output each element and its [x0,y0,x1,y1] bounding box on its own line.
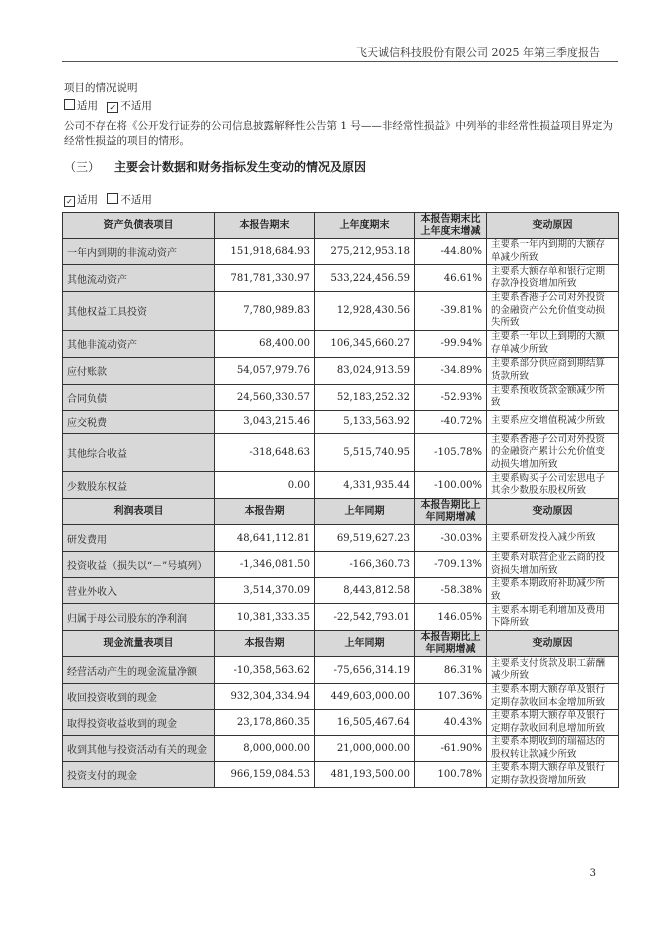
row-change-reason: 主要系本期大额存单及银行定期存款收回本金增加所致 [487,684,619,710]
row-item-name: 应交税费 [63,410,215,433]
row-item-name: 投资支付的现金 [63,762,215,788]
row-prior-value: 449,603,000.00 [315,684,415,710]
col-header-change: 本报告期末比上年度末增减 [415,213,487,239]
row-current-value: 24,560,330.57 [215,384,315,410]
row-current-value: 3,514,370.09 [215,578,315,604]
row-item-name: 收回投资收到的现金 [63,684,215,710]
row-item-name: 合同负债 [63,384,215,410]
row-prior-value: 83,024,913.59 [315,357,415,384]
table-row [63,604,619,631]
table-row [63,657,619,684]
section-checkbox-row [64,192,152,208]
row-prior-value: 481,193,500.00 [315,762,415,788]
row-change-percent: -99.94% [415,330,487,357]
table-row [63,684,619,710]
row-change-percent: -44.80% [415,239,487,265]
row-change-reason: 主要系本期收到的瑞福达的股权转让款减少所致 [487,736,619,762]
row-current-value: -10,358,563.62 [215,657,315,684]
table-row [63,433,619,472]
row-prior-value: 5,515,740.95 [315,433,415,472]
header-divider [62,61,618,62]
row-item-name: 归属于母公司股东的净利润 [63,604,215,631]
row-change-percent: 46.61% [415,265,487,292]
checkbox-label: 不适用 [120,100,152,112]
row-item-name: 研发费用 [63,525,215,552]
row-current-value: 932,304,334.94 [215,684,315,710]
checkbox-checked-icon: ✓ [64,196,75,207]
row-current-value: 54,057,979.76 [215,357,315,384]
row-change-percent: -52.93% [415,384,487,410]
col-header-current: 本报告期末 [215,213,315,239]
row-change-percent: -40.72% [415,410,487,433]
col-header-prior: 上年同期 [315,499,415,525]
row-prior-value: 16,505,467.64 [315,710,415,736]
table-row [63,239,619,265]
row-current-value: 151,918,684.93 [215,239,315,265]
col-header-current: 本报告期 [215,631,315,657]
row-change-reason: 主要系购买子公司宏思电子其余少数股东股权所致 [487,472,619,499]
col-header-item: 利润表项目 [63,499,215,525]
row-change-reason: 主要系对联营企业云商的投资损失增加所致 [487,552,619,578]
row-item-name: 其他非流动资产 [63,330,215,357]
row-item-name: 其他流动资产 [63,265,215,292]
table-row [63,265,619,292]
row-prior-value: 5,133,563.92 [315,410,415,433]
row-change-reason: 主要系研发投入减少所致 [487,525,619,552]
row-change-reason: 主要系应交增值税减少所致 [487,410,619,433]
col-header-reason: 变动原因 [487,213,619,239]
col-header-prior: 上年同期 [315,631,415,657]
row-prior-value: 12,928,430.56 [315,292,415,331]
row-current-value: 10,381,333.35 [215,604,315,631]
row-change-reason: 主要系一年内到期的大额存单减少所致 [487,239,619,265]
intro-checkbox-row [64,98,152,114]
table-row [63,410,619,433]
col-header-item: 现金流量表项目 [63,631,215,657]
section-title: 主要会计数据和财务指标发生变动的情况及原因 [114,160,367,174]
row-change-reason: 主要系本期大额存单及银行定期存款收回利息增加所致 [487,710,619,736]
col-header-item: 资产负债表项目 [63,213,215,239]
row-prior-value: -166,360.73 [315,552,415,578]
col-header-reason: 变动原因 [487,499,619,525]
row-current-value: 8,000,000.00 [215,736,315,762]
checkbox-label: 适用 [77,100,98,112]
row-change-percent: -34.89% [415,357,487,384]
table-row [63,525,619,552]
row-item-name: 一年内到期的非流动资产 [63,239,215,265]
row-change-reason: 主要系预收货款金额减少所致 [487,384,619,410]
table-row [63,762,619,788]
row-prior-value: 69,519,627.23 [315,525,415,552]
row-change-reason: 主要系支付货款及职工薪酬减少所致 [487,657,619,684]
table-row [63,357,619,384]
row-change-percent: -39.81% [415,292,487,331]
row-current-value: 781,781,330.97 [215,265,315,292]
table-section-header-row [63,213,619,239]
section-number: （三） [64,160,101,174]
checkbox-label: 不适用 [120,194,152,206]
row-item-name: 经营活动产生的现金流量净额 [63,657,215,684]
table-row [63,736,619,762]
checkbox-icon [107,193,118,204]
row-prior-value: -75,656,314.19 [315,657,415,684]
row-item-name: 收到其他与投资活动有关的现金 [63,736,215,762]
row-change-reason: 主要系部分供应商到期结算货款所致 [487,357,619,384]
row-current-value: 48,641,112.81 [215,525,315,552]
col-header-current: 本报告期 [215,499,315,525]
page-number: 3 [589,868,596,879]
row-prior-value: 106,345,660.27 [315,330,415,357]
intro-label: 项目的情况说明 [64,82,138,94]
row-change-reason: 主要系香港子公司对外投资的金融资产公允价值变动损失所致 [487,292,619,331]
row-prior-value: 4,331,935.44 [315,472,415,499]
row-prior-value: 533,224,456.59 [315,265,415,292]
row-change-percent: 146.05% [415,604,487,631]
table-section-header-row [63,499,619,525]
row-item-name: 应付账款 [63,357,215,384]
row-change-percent: 107.36% [415,684,487,710]
row-change-percent: 40.43% [415,710,487,736]
row-item-name: 营业外收入 [63,578,215,604]
section-heading [64,158,366,175]
checkbox-label: 适用 [77,194,98,206]
row-change-reason: 主要系本期毛利增加及费用下降所致 [487,604,619,631]
row-change-reason: 主要系香港子公司对外投资的金融资产累计公允价值变动损失增加所致 [487,433,619,472]
table-row [63,552,619,578]
table-row [63,292,619,331]
row-current-value: 966,159,084.53 [215,762,315,788]
row-change-percent: -58.38% [415,578,487,604]
checkbox-checked-icon: ✓ [107,102,118,113]
row-prior-value: 21,000,000.00 [315,736,415,762]
intro-paragraph-line: 公司不存在将《公开发行证券的公司信息披露解释性公告第 1 号——非经常性损益》中列举的非经常性损益项目界定为 [64,120,613,132]
row-current-value: 0.00 [215,472,315,499]
row-prior-value: 52,183,252.32 [315,384,415,410]
table-row [63,578,619,604]
financial-changes-table [62,212,619,788]
row-change-percent: -100.00% [415,472,487,499]
table-row [63,330,619,357]
col-header-reason: 变动原因 [487,631,619,657]
row-current-value: -1,346,081.50 [215,552,315,578]
row-change-reason: 主要系大额存单和银行定期存款净投资增加所致 [487,265,619,292]
table-row [63,384,619,410]
row-change-percent: 100.78% [415,762,487,788]
row-current-value: 68,400.00 [215,330,315,357]
row-change-percent: -709.13% [415,552,487,578]
row-change-reason: 主要系一年以上到期的大额存单减少所致 [487,330,619,357]
row-item-name: 取得投资收益收到的现金 [63,710,215,736]
row-item-name: 投资收益（损失以“－”号填列） [63,552,215,578]
col-header-prior: 上年度期末 [315,213,415,239]
row-current-value: -318,648.63 [215,433,315,472]
report-header-title: 飞天诚信科技股份有限公司 2025 年第三季度报告 [356,46,600,59]
col-header-change: 本报告期比上年同期增减 [415,499,487,525]
row-current-value: 3,043,215.46 [215,410,315,433]
row-item-name: 其他权益工具投资 [63,292,215,331]
table-row [63,710,619,736]
row-change-reason: 主要系本期大额存单及银行定期存款投资增加所致 [487,762,619,788]
row-change-percent: 86.31% [415,657,487,684]
intro-paragraph-line: 经常性损益的项目的情形。 [64,135,190,147]
row-change-reason: 主要系本期政府补助减少所致 [487,578,619,604]
row-current-value: 23,178,860.35 [215,710,315,736]
col-header-change: 本报告期比上年同期增减 [415,631,487,657]
checkbox-icon [64,99,75,110]
row-prior-value: 275,212,953.18 [315,239,415,265]
row-item-name: 其他综合收益 [63,433,215,472]
table-row [63,472,619,499]
row-change-percent: -105.78% [415,433,487,472]
row-change-percent: -61.90% [415,736,487,762]
row-prior-value: 8,443,812.58 [315,578,415,604]
row-current-value: 7,780,989.83 [215,292,315,331]
row-prior-value: -22,542,793.01 [315,604,415,631]
row-item-name: 少数股东权益 [63,472,215,499]
table-section-header-row [63,631,619,657]
row-change-percent: -30.03% [415,525,487,552]
